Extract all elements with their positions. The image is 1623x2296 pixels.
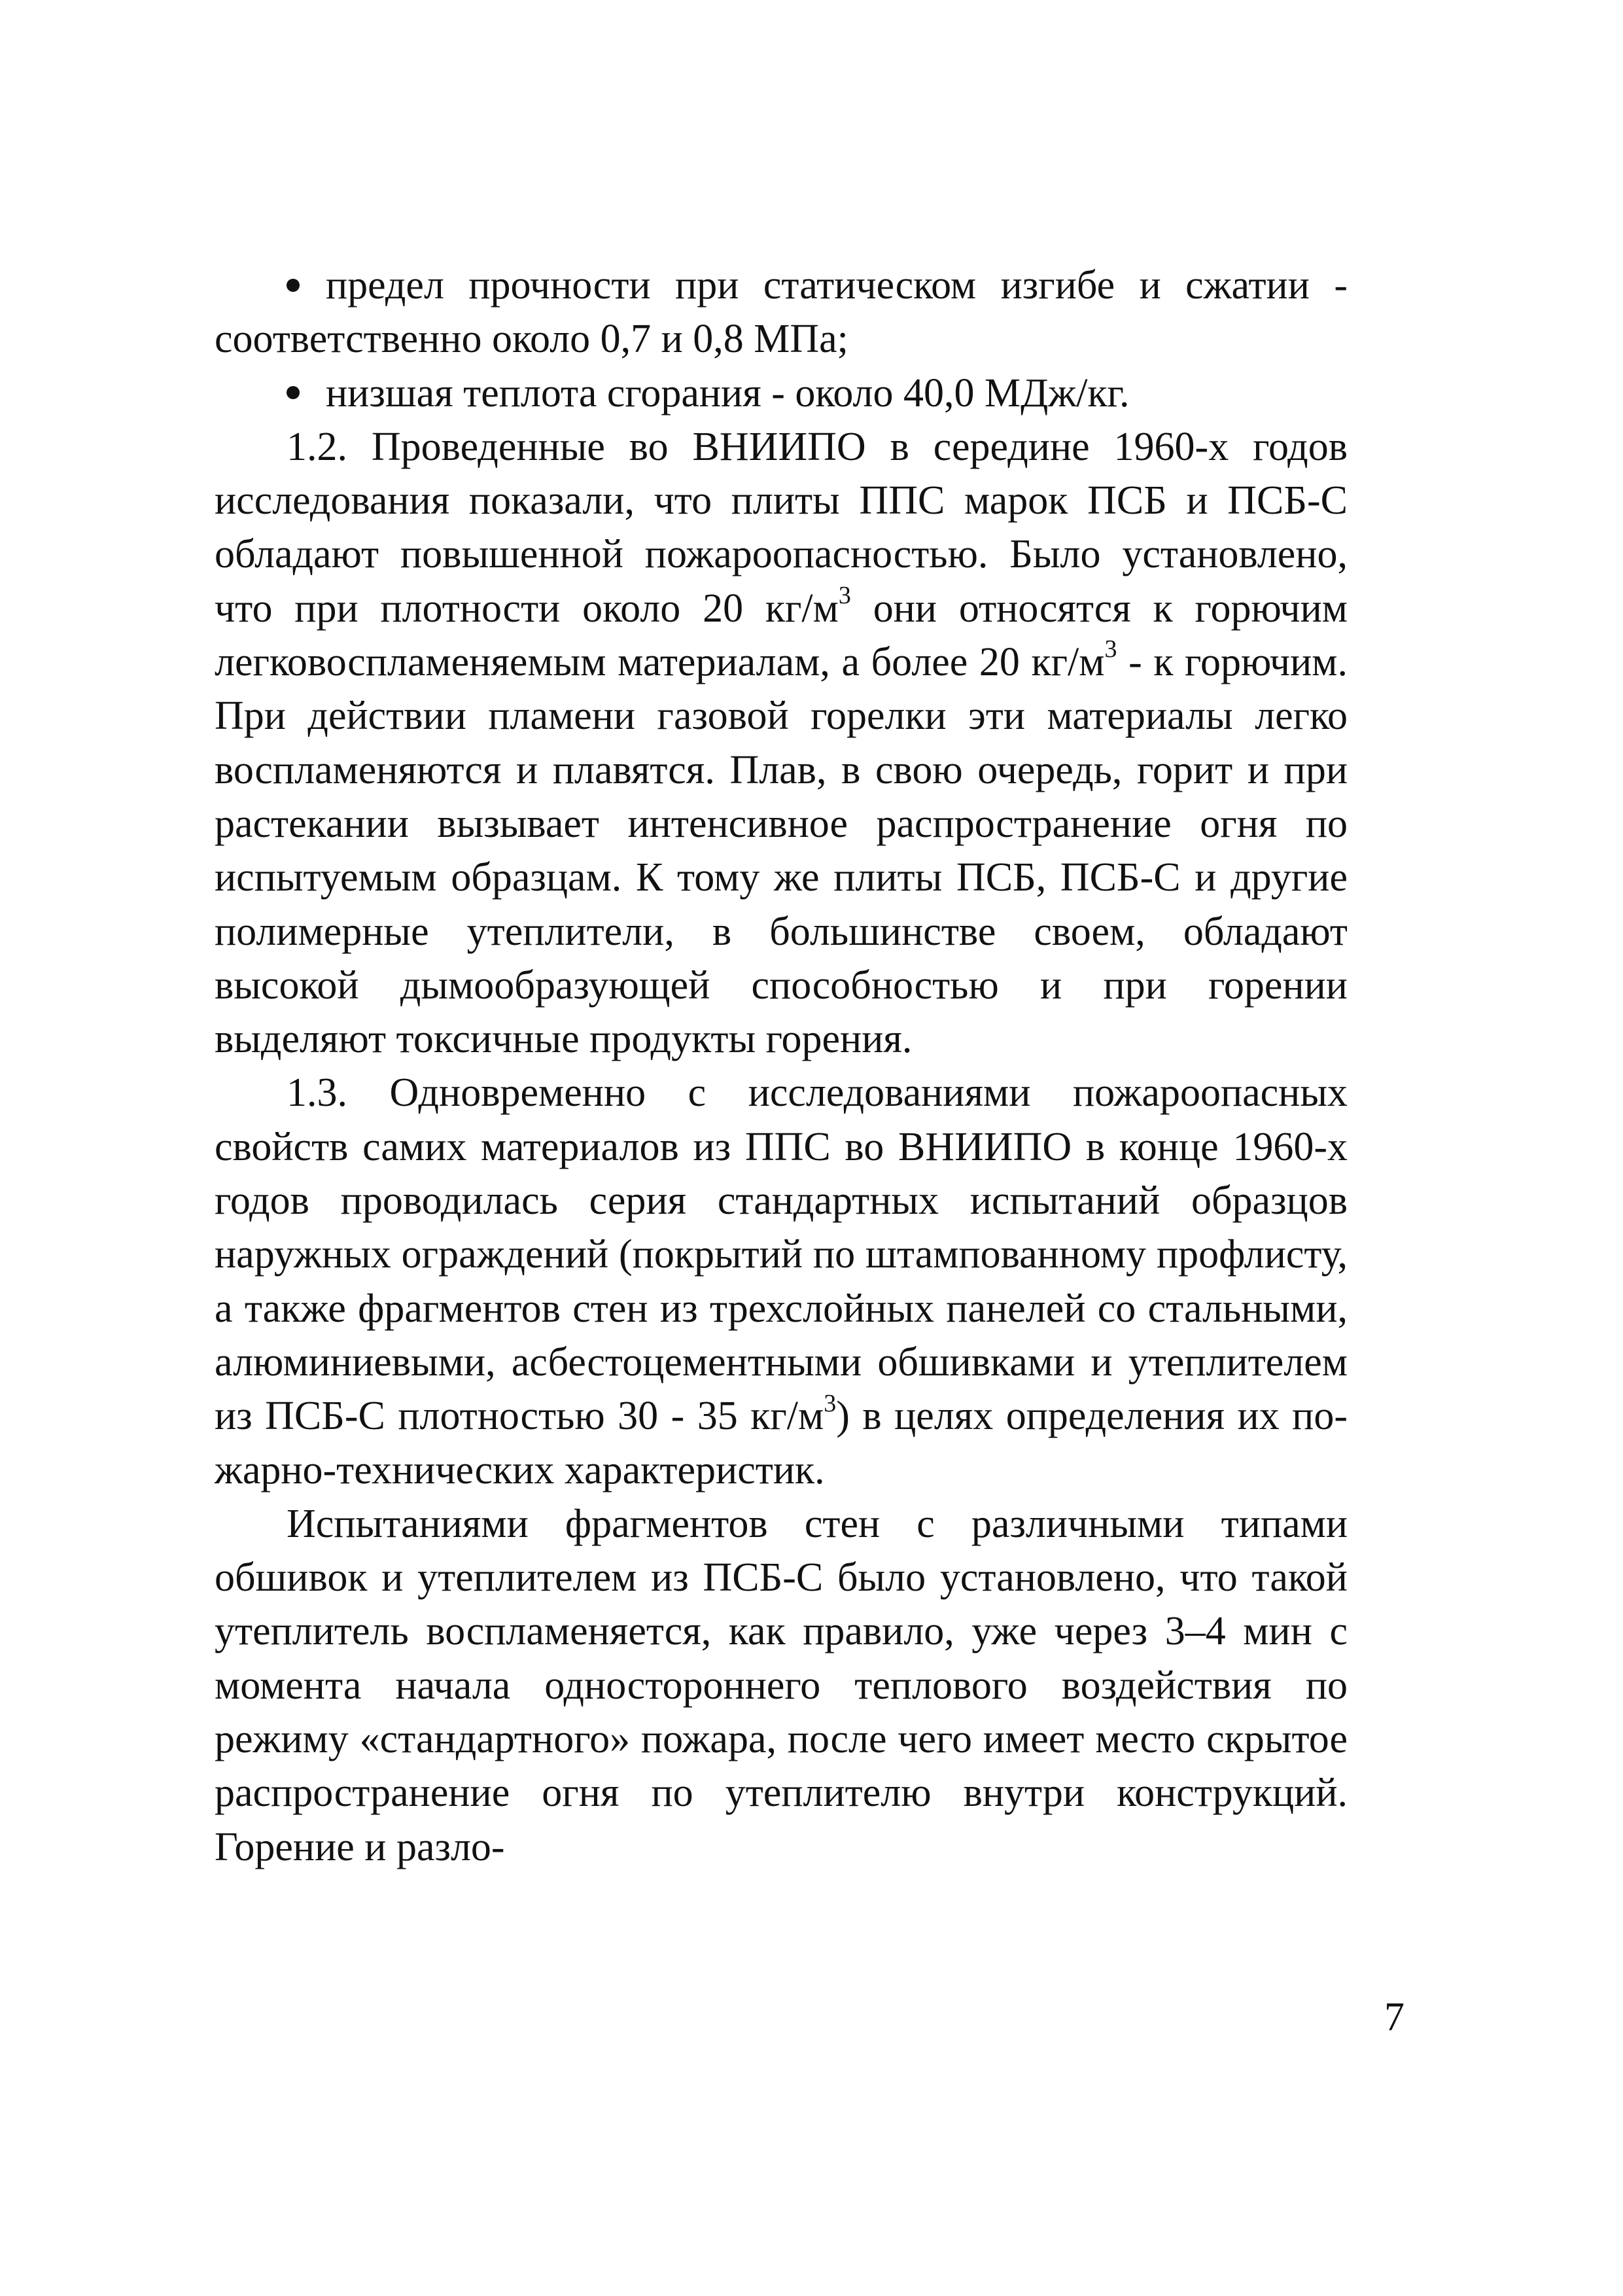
bullet-text: низшая теплота сгорания - около 40,0 МДж/кг. [326,370,1130,415]
paragraph-1-2 [215,420,1348,1067]
paragraph-text: - к горючим. При действии пламени газовой горелки эти материалы легко воспламеняются и плавятся. Плав, в свою очередь, горит и при растекании вызывает интенсивное распространение огня по испытуемым образцам. К тому же плиты ПСБ, ПСБ-С и другие полимерные утеплители, в большинстве своем, обладают высокой дымообразующей способностью и при горении выделяют токсичные продукты горения. [215,640,1348,1062]
superscript: 3 [838,582,851,610]
paragraph-text: 1.3. Одновременно с исследованиями пожароопасных свойств самих материалов из ППС во ВНИИПО в конце 1960-х годов проводилась серия стандартных испытаний образцов наружных ограждений (покрытий по штампованному профлисту, а также фрагментов стен из трехслойных панелей со стальными, алюминиевыми, асбестоцементными обшивками и утеплителем из ПСБ-С плотностью 30 - 35 кг/м [215,1070,1348,1439]
paragraph-text: 1.2. Проведенные во ВНИИПО в середине 1960-х годов исследования показали, что плиты ППС марок ПСБ и ПСБ-С обладают повышенной пожароопасностью. Было установлено, что при плотности около 20 кг/м [215,424,1348,631]
bullet-item-strength [215,258,1348,366]
bullet-icon [287,386,300,399]
paragraph-text: они относятся к горючим легковоспламеняемым материалам, а более 20 кг/м [215,586,1348,685]
page-number: 7 [1384,1995,1405,2040]
superscript: 3 [824,1389,837,1417]
paragraph-1-3 [215,1066,1348,1496]
paragraph-text: ) в целях определения их пожарно-технических характеристик. [215,1394,1348,1492]
bullet-item-heat [215,366,1348,420]
page-body [215,258,1348,1874]
bullet-text: предел прочности при статическом изгибе и сжатии - соответственно около 0,7 и 0,8 МПа; [215,263,1348,362]
superscript: 3 [1104,635,1117,663]
paragraph-tests: Испытаниями фрагментов стен с различными типами обшивок и утеплителем из ПСБ-С было установлено, что такой утеплитель воспламеняется, как правило, уже через 3–4 мин с момента начала одностороннего теплового воздействия по режиму «стандартного» пожара, после чего имеет место скрытое распространение огня по утеплителю внутри конструкций. Горение и разло- [215,1501,1348,1869]
bullet-icon [287,279,300,292]
